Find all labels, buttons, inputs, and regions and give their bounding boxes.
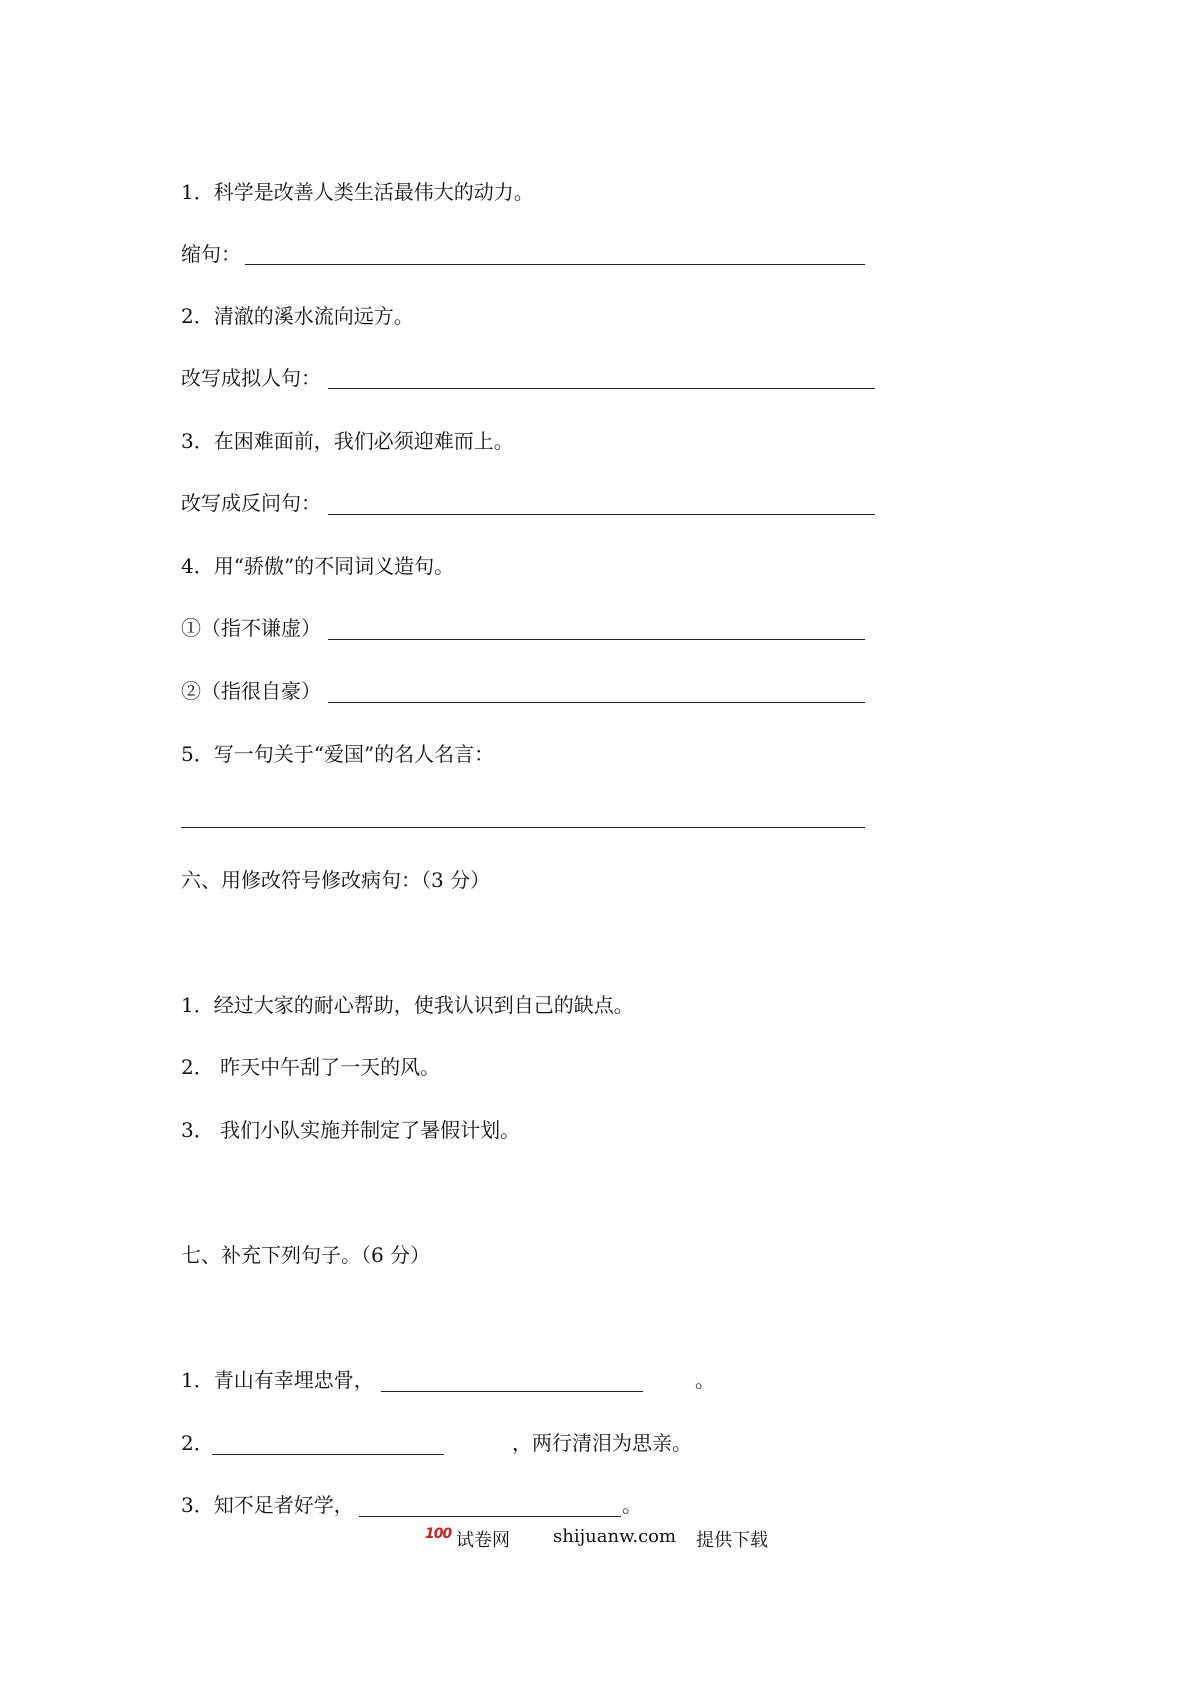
poem-2-start: 2． bbox=[181, 1431, 214, 1455]
question-2: 2．清澈的溪水流向远方。 bbox=[181, 304, 414, 328]
answer-line-2[interactable] bbox=[328, 388, 875, 389]
poem-2-end: ，两行清泪为思亲。 bbox=[512, 1431, 692, 1455]
question-5: 5．写一句关于“爱国”的名人名言： bbox=[181, 742, 495, 766]
poem-3-start: 3．知不足者好学， bbox=[181, 1493, 354, 1517]
answer-line-3[interactable] bbox=[328, 514, 875, 515]
poem-3-end: 。 bbox=[622, 1493, 642, 1517]
sentence-3: 3． 我们小队实施并制定了暑假计划。 bbox=[181, 1118, 521, 1142]
site-name: 试卷网 bbox=[456, 1530, 510, 1551]
sentence-1: 1．经过大家的耐心帮助，使我认识到自己的缺点。 bbox=[181, 993, 634, 1017]
section-6-title: 六、用修改符号修改病句：（3 分） bbox=[181, 868, 491, 892]
poem-1-blank[interactable] bbox=[381, 1391, 643, 1392]
question-3: 3．在困难面前，我们必须迎难而上。 bbox=[181, 429, 514, 453]
page-footer bbox=[0, 1526, 1191, 1556]
poem-1-start: 1．青山有幸埋忠骨， bbox=[181, 1368, 374, 1392]
download-text: 提供下载 bbox=[696, 1530, 768, 1551]
sentence-2: 2． 昨天中午刮了一天的风。 bbox=[181, 1055, 441, 1079]
answer-line-5[interactable] bbox=[181, 827, 865, 828]
site-domain[interactable]: shijuanw.com bbox=[553, 1526, 677, 1547]
question-4: 4．用“骄傲”的不同词义造句。 bbox=[181, 554, 455, 578]
poem-3-blank[interactable] bbox=[359, 1516, 621, 1517]
answer-line-1[interactable] bbox=[245, 264, 865, 265]
question-4-b: ②（指很自豪） bbox=[181, 679, 321, 703]
poem-2-blank[interactable] bbox=[212, 1454, 444, 1455]
question-1: 1．科学是改善人类生活最伟大的动力。 bbox=[181, 180, 534, 204]
section-7-title: 七、补充下列句子。（6 分） bbox=[181, 1243, 431, 1267]
poem-1-end: 。 bbox=[695, 1368, 715, 1392]
question-4-a: ①（指不谦虚） bbox=[181, 616, 321, 640]
question-2-label: 改写成拟人句： bbox=[181, 366, 321, 390]
answer-line-4b[interactable] bbox=[328, 702, 865, 703]
site-logo: 100 bbox=[425, 1526, 452, 1542]
answer-line-4a[interactable] bbox=[328, 639, 865, 640]
question-1-label: 缩句： bbox=[181, 242, 241, 266]
question-3-label: 改写成反问句： bbox=[181, 491, 321, 515]
